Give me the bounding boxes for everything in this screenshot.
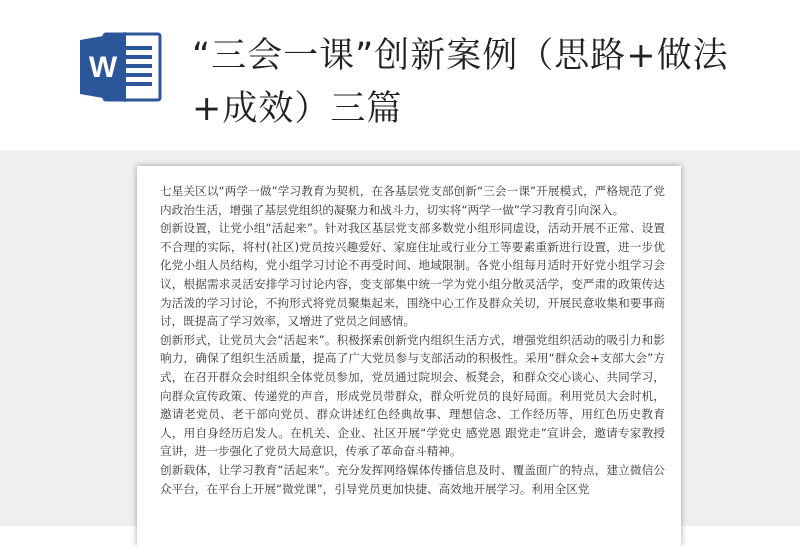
paragraph-party-meeting: 创新形式，让党员大会“活起来”。积极探索创新党内组织生活方式，增强党组织活动的吸引力和影响力，确保了组织生活质量，提高了广大党员参与支部活动的积极性。采用“群众会+支部大会”方式，在召开群众会时组织全体党员参加，党员通过院坝会、板凳会，和群众交心谈心、共同学习，向群众宣传政策、传递党的声音，形成党员带群众，群众听党员的良好局面。利用党员大会时机，邀请老党员、老干部向党员、群众讲述红色经典故事、理想信念、工作经历等，用红色历史教育人，用自身经历启发人。在机关、企业、社区开展“学党史 感党恩 跟党走”宣讲会，邀请专家教授宣讲，进一步强化了党员大局意识，传承了革命奋斗精神。 <box>160 332 665 459</box>
header <box>0 0 800 150</box>
paragraph-party-group: 创新设置，让党小组“活起来”。针对我区基层党支部多数党小组形同虚设，活动开展不正常、设置不合理的实际，将村(社区)党员按兴趣爱好、家庭住址或行业分工等要素重新进行设置，进一步优化党小组人员结构，党小组学习讨论不再受时间、地域限制。各党小组每月适时开好党小组学习会议，根据需求灵活安排学习讨论内容，变支部集中统一学为党小组分散灵活学，变严肃的政策传达为活泼的学习讨论，不拘形式将党员聚集起来，围绕中心工作及群众关切，开展民意收集和要事商讨，既提高了学习效率，又增进了党员之间感情。 <box>160 221 665 329</box>
paragraph-learning-carrier: 创新载体，让学习教育“活起来”。充分发挥网络媒体传播信息及时、覆盖面广的特点，建立微信公众平台，在平台上开展“微党课”，引导党员更加快捷、高效地开展学习。利用全区党 <box>160 462 665 496</box>
document-viewer <box>0 150 800 526</box>
document-body <box>160 182 665 498</box>
document-title: “三会一课”创新案例（思路+做法+成效）三篇 <box>192 36 729 129</box>
paragraph-intro: 七星关区以“两学一做”学习教育为契机，在各基层党支部创新“三会一课”开展模式，严格规范了党内政治生活，增强了基层党组织的凝聚力和战斗力，切实将“两学一做”学习教育引向深入。 <box>160 184 665 217</box>
word-document-icon <box>78 30 164 104</box>
svg-text:W: W <box>88 51 118 84</box>
document-page <box>137 166 681 546</box>
